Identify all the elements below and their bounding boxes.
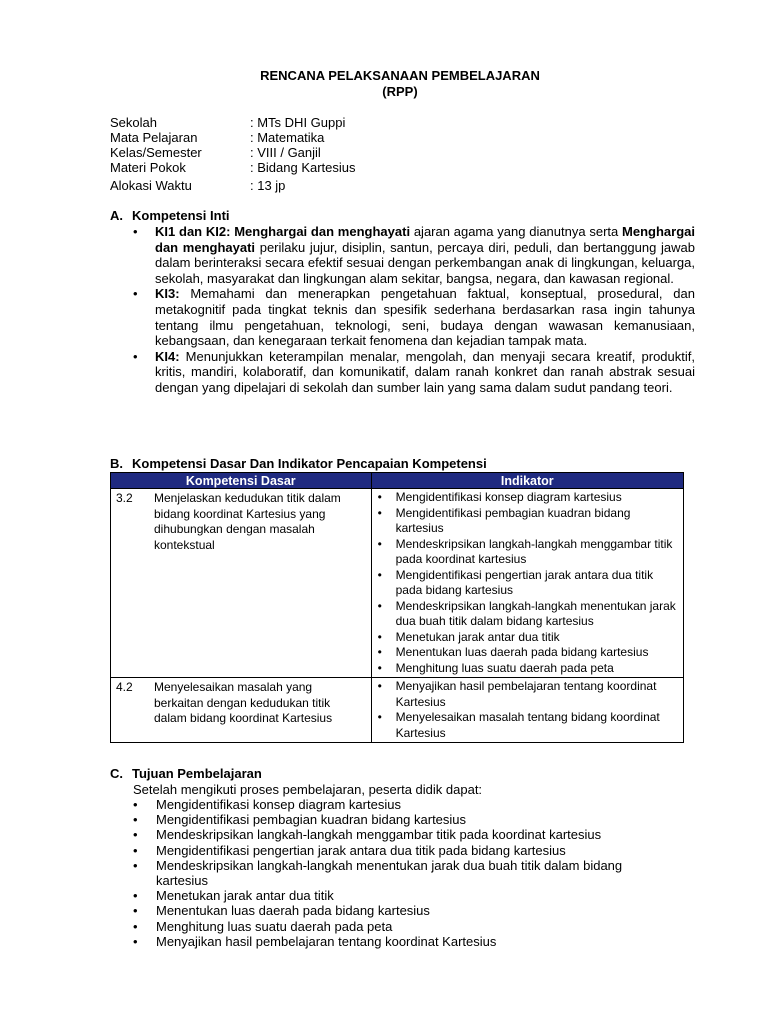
bullet-icon: • <box>377 598 382 613</box>
tujuan-text: Menghitung luas suatu daerah pada peta <box>156 918 393 934</box>
bullet-icon: • <box>377 536 382 551</box>
tujuan-item <box>133 888 673 903</box>
tujuan-item <box>133 903 673 918</box>
document-title: RENCANA PELAKSANAAN PEMBELAJARAN <box>260 68 540 83</box>
section-letter: B. <box>110 456 123 471</box>
tujuan-item <box>133 812 673 827</box>
section-a-heading <box>110 208 230 224</box>
table-header-row <box>111 473 684 489</box>
indikator-text: Menentukan luas daerah pada bidang kartesius <box>395 645 649 659</box>
bullet-icon: • <box>133 857 138 873</box>
tujuan-list <box>133 797 673 949</box>
ki-text: ajaran agama yang dianutnya serta <box>410 224 623 239</box>
tujuan-intro: Setelah mengikuti proses pembelajaran, peserta didik dapat: <box>133 782 483 797</box>
ki-item <box>133 349 695 396</box>
bullet-icon: • <box>377 629 382 644</box>
indikator-text: Mengidentifikasi konsep diagram kartesius <box>395 490 622 504</box>
bullet-icon: • <box>377 679 382 693</box>
meta-value: : MTs DHI Guppi <box>250 115 346 130</box>
ki-emphasis: KI4: <box>155 348 180 364</box>
bullet-icon: • <box>377 710 382 724</box>
meta-value: : VIII / Ganjil <box>250 145 321 160</box>
document-subtitle: (RPP) <box>382 84 418 99</box>
bullet-icon: • <box>133 918 138 934</box>
kompetensi-inti-list <box>133 224 695 396</box>
tujuan-text: Mengidentifikasi pengertian jarak antara dua titik pada bidang kartesius <box>156 842 566 858</box>
tujuan-text: Mendeskripsikan langkah-langkah menggambar titik pada koordinat kartesius <box>156 827 602 843</box>
ki-emphasis: KI1 dan KI2: Menghargai dan menghayati <box>155 224 411 239</box>
indikator-item <box>372 630 679 646</box>
bullet-icon: • <box>377 660 382 675</box>
bullet-icon: • <box>133 933 138 949</box>
section-c-heading <box>110 766 262 782</box>
ki-text: Memahami dan menerapkan pengetahuan faktual, konseptual, prosedural, dan metakognitif pada tingkat teknis dan spesifik sederhana berdasarkan rasa ingin tahunya tentang ilmu pengetahuan, teknologi, seni, budaya dengan wawasan kemanusiaan, kebangsaan, dan kenegaraan terkait fenomena dan kejadian tampak mata. <box>155 286 695 349</box>
kd-indikator-table <box>110 472 684 743</box>
indikator-text: Menghitung luas suatu daerah pada peta <box>395 660 614 675</box>
indikator-item <box>372 661 679 677</box>
indikator-text: Mengidentifikasi pengertian jarak antara dua titik pada bidang kartesius <box>395 567 654 597</box>
bullet-icon: • <box>377 490 382 504</box>
bullet-icon: • <box>133 797 138 812</box>
tujuan-item <box>133 858 673 888</box>
section-title: Tujuan Pembelajaran <box>132 766 262 781</box>
table-row <box>111 489 684 678</box>
bullet-icon: • <box>377 567 382 582</box>
kd-cell <box>111 489 372 678</box>
meta-label: Alokasi Waktu <box>110 178 192 193</box>
indikator-text: Mendeskripsikan langkah-langkah menentukan jarak dua buah titik dalam bidang kartesius <box>395 598 676 628</box>
ki-item <box>133 224 695 286</box>
table-header-indikator: Indikator <box>371 473 683 489</box>
indikator-item <box>372 537 679 568</box>
ki-item <box>133 286 695 348</box>
indikator-item <box>372 568 679 599</box>
kd-description: Menjelaskan kedudukan titik dalam bidang koordinat Kartesius yang dihubungkan dengan masalah kontekstual <box>154 491 341 552</box>
tujuan-text: Mendeskripsikan langkah-langkah menentukan jarak dua buah titik dalam bidang kartesius <box>156 857 623 889</box>
kd-number: 4.2 <box>116 680 133 694</box>
kd-number: 3.2 <box>116 491 133 505</box>
meta-label: Sekolah <box>110 115 157 130</box>
kd-content <box>111 489 371 555</box>
meta-label: Kelas/Semester <box>110 145 202 160</box>
bullet-icon: • <box>377 505 382 520</box>
indikator-item <box>372 506 679 537</box>
bullet-icon: • <box>133 812 138 828</box>
section-b-heading <box>110 456 487 472</box>
indikator-text: Menyelesaikan masalah tentang bidang koordinat Kartesius <box>395 710 660 740</box>
bullet-icon: • <box>133 348 138 364</box>
bullet-icon: • <box>133 842 138 858</box>
table-header-kd: Kompetensi Dasar <box>111 473 372 489</box>
indikator-item <box>372 645 679 661</box>
section-letter: C. <box>110 766 123 781</box>
section-title: Kompetensi Dasar Dan Indikator Pencapaian Kompetensi <box>132 456 487 471</box>
kd-content <box>111 678 371 729</box>
kd-description: Menyelesaikan masalah yang berkaitan dengan kedudukan titik dalam bidang koordinat Kartesius <box>154 680 333 725</box>
tujuan-text: Menentukan luas daerah pada bidang kartesius <box>156 903 430 919</box>
bullet-icon: • <box>133 888 138 904</box>
ki-emphasis: KI3: <box>155 286 180 302</box>
table-body <box>111 489 684 743</box>
bullet-icon: • <box>133 224 138 239</box>
meta-value: : 13 jp <box>250 178 286 193</box>
section-title: Kompetensi Inti <box>132 208 230 223</box>
ki-text: perilaku jujur, disiplin, santun, percaya diri, peduli, dan bertanggung jawab dalam berinteraksi secara efektif sesuai dengan perkembangan anak di lingkungan, keluarga, sekolah, masyarakat dan lingkungan alam sekitar, bangsa, negara, dan kawasan regional. <box>155 239 696 286</box>
tujuan-text: Menetukan jarak antar dua titik <box>156 888 334 904</box>
indikator-text: Mendeskripsikan langkah-langkah menggambar titik pada koordinat kartesius <box>395 536 673 566</box>
indikator-cell <box>371 489 683 678</box>
bullet-icon: • <box>133 903 138 919</box>
indikator-text: Menyajikan hasil pembelajaran tentang koordinat Kartesius <box>395 679 657 709</box>
ki-text: Menunjukkan keterampilan menalar, mengolah, dan menyaji secara kreatif, produktif, kritis, mandiri, kolaboratif, dan komunikatif, dalam ranah konkret dan ranah abstrak sesuai dengan yang dipelajari di sekolah dan sumber lain yang sama dalam sudut pandang teori. <box>155 348 695 395</box>
bullet-icon: • <box>133 286 138 302</box>
tujuan-text: Menyajikan hasil pembelajaran tentang koordinat Kartesius <box>156 933 497 949</box>
indikator-item <box>372 599 679 630</box>
tujuan-item <box>133 934 673 949</box>
meta-label: Materi Pokok <box>110 160 186 175</box>
tujuan-item <box>133 843 673 858</box>
indikator-item <box>372 490 679 506</box>
indikator-text: Menetukan jarak antar dua titik <box>395 629 560 644</box>
bullet-icon: • <box>133 827 138 843</box>
meta-label: Mata Pelajaran <box>110 130 198 145</box>
tujuan-text: Mengidentifikasi pembagian kuadran bidang kartesius <box>156 812 467 828</box>
table-row <box>111 678 684 743</box>
indikator-text: Mengidentifikasi pembagian kuadran bidang kartesius <box>395 505 631 535</box>
tujuan-item <box>133 919 673 934</box>
bullet-icon: • <box>377 645 382 659</box>
meta-value: : Bidang Kartesius <box>250 160 356 175</box>
indikator-item <box>372 679 679 710</box>
tujuan-text: Mengidentifikasi konsep diagram kartesius <box>156 797 401 812</box>
section-letter: A. <box>110 208 123 223</box>
indikator-item <box>372 710 679 741</box>
indikator-cell <box>371 678 683 743</box>
indikator-list <box>372 678 683 742</box>
meta-value: : Matematika <box>250 130 325 145</box>
tujuan-item <box>133 827 673 842</box>
kd-cell <box>111 678 372 743</box>
ki-emphasis: Menghargai dan menghayati <box>155 224 695 255</box>
indikator-list <box>372 489 683 677</box>
tujuan-item <box>133 797 673 812</box>
